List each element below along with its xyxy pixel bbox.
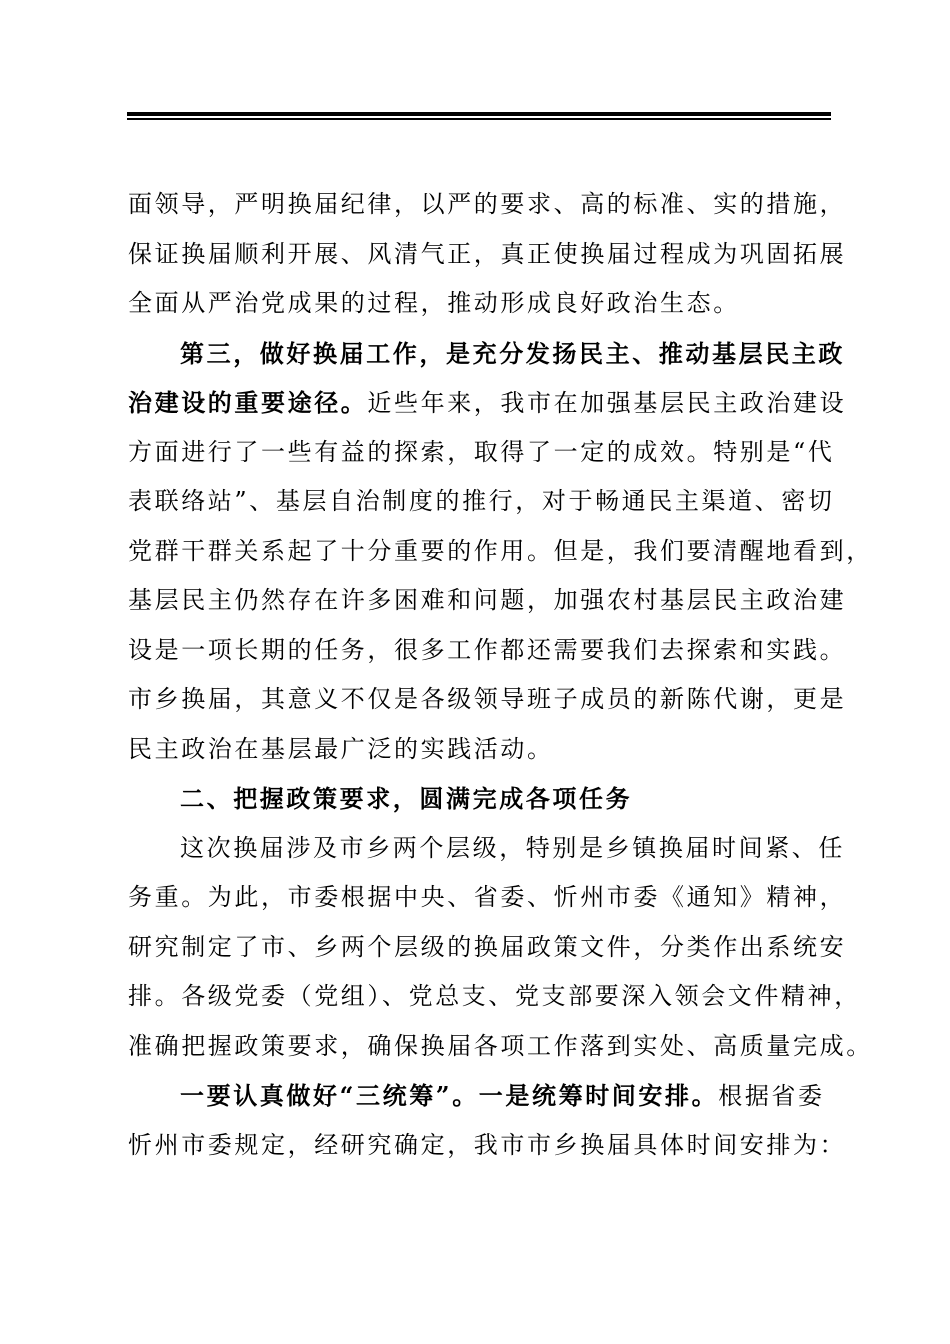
header-rule-thin bbox=[127, 118, 831, 120]
text-line bbox=[128, 1071, 833, 1121]
line-bold-text: 二、把握政策要求，圆满完成各项任务 bbox=[180, 784, 633, 813]
line-text: 保证换届顺利开展、风清气正，真正使换届过程成为巩固拓展 bbox=[128, 239, 847, 268]
line-bold-text: 第三，做好换届工作，是充分发扬民主、推动基层民主政 bbox=[180, 338, 845, 368]
line-text: 表联络站”、基层自治制度的推行，对于畅通民主渠道、密切 bbox=[128, 487, 835, 515]
document-body bbox=[128, 180, 873, 1170]
text-line bbox=[128, 230, 847, 280]
line-text: 民主政治在基层最广泛的实践活动。 bbox=[128, 734, 554, 763]
line-text: 根据省委 bbox=[718, 1082, 825, 1110]
line-text: 排。各级党委（党组）、党总支、党支部要深入领会文件精神， bbox=[128, 982, 861, 1010]
line-text: 忻州市委规定，经研究确定，我市市乡换届具体时间安排为： bbox=[128, 1130, 847, 1159]
text-line bbox=[128, 923, 847, 973]
line-text: 这次换届涉及市乡两个层级，特别是乡镇换届时间紧、任 bbox=[180, 833, 845, 862]
line-text: 设是一项长期的任务，很多工作都还需要我们去探索和实践。 bbox=[128, 635, 847, 664]
text-line bbox=[128, 824, 845, 874]
text-line bbox=[128, 626, 847, 676]
section-heading bbox=[128, 774, 833, 824]
line-text: 务重。为此，市委根据中央、省委、忻州市委《通知》精神， bbox=[128, 883, 847, 911]
text-line bbox=[128, 527, 873, 577]
text-line bbox=[128, 329, 845, 379]
text-line bbox=[128, 477, 833, 527]
line-bold-text: 治建设的重要途径。 bbox=[128, 388, 368, 417]
line-text: 全面从严治党成果的过程，推动形成良好政治生态。 bbox=[128, 289, 740, 317]
line-text: 党群干群关系起了十分重要的作用。但是，我们要清醒地看到， bbox=[128, 536, 873, 565]
text-line bbox=[128, 725, 833, 775]
text-line bbox=[128, 1022, 873, 1072]
text-line bbox=[128, 428, 833, 478]
text-line bbox=[128, 873, 847, 923]
text-line bbox=[128, 1121, 847, 1171]
line-text: 近些年来，我市在加强基层民主政治建设 bbox=[367, 389, 847, 417]
line-text: 研究制定了市、乡两个层级的换届政策文件，分类作出系统安 bbox=[128, 932, 847, 961]
text-line bbox=[128, 675, 847, 725]
line-bold-text: 一要认真做好“三统筹”。一是统筹时间安排。 bbox=[180, 1081, 719, 1110]
text-line bbox=[128, 378, 847, 428]
header-rule-thick bbox=[127, 112, 831, 116]
line-text: 方面进行了一些有益的探索，取得了一定的成效。特别是“代 bbox=[128, 437, 835, 466]
line-text: 准确把握政策要求，确保换届各项工作落到实处、高质量完成。 bbox=[128, 1031, 873, 1060]
line-text: 市乡换届，其意义不仅是各级领导班子成员的新陈代谢，更是 bbox=[128, 685, 847, 713]
text-line bbox=[128, 180, 847, 230]
text-line bbox=[128, 279, 833, 329]
line-text: 面领导，严明换届纪律，以严的要求、高的标准、实的措施， bbox=[128, 190, 847, 218]
text-line bbox=[128, 972, 861, 1022]
line-text: 基层民主仍然存在许多困难和问题，加强农村基层民主政治建 bbox=[128, 586, 847, 614]
text-line bbox=[128, 576, 847, 626]
